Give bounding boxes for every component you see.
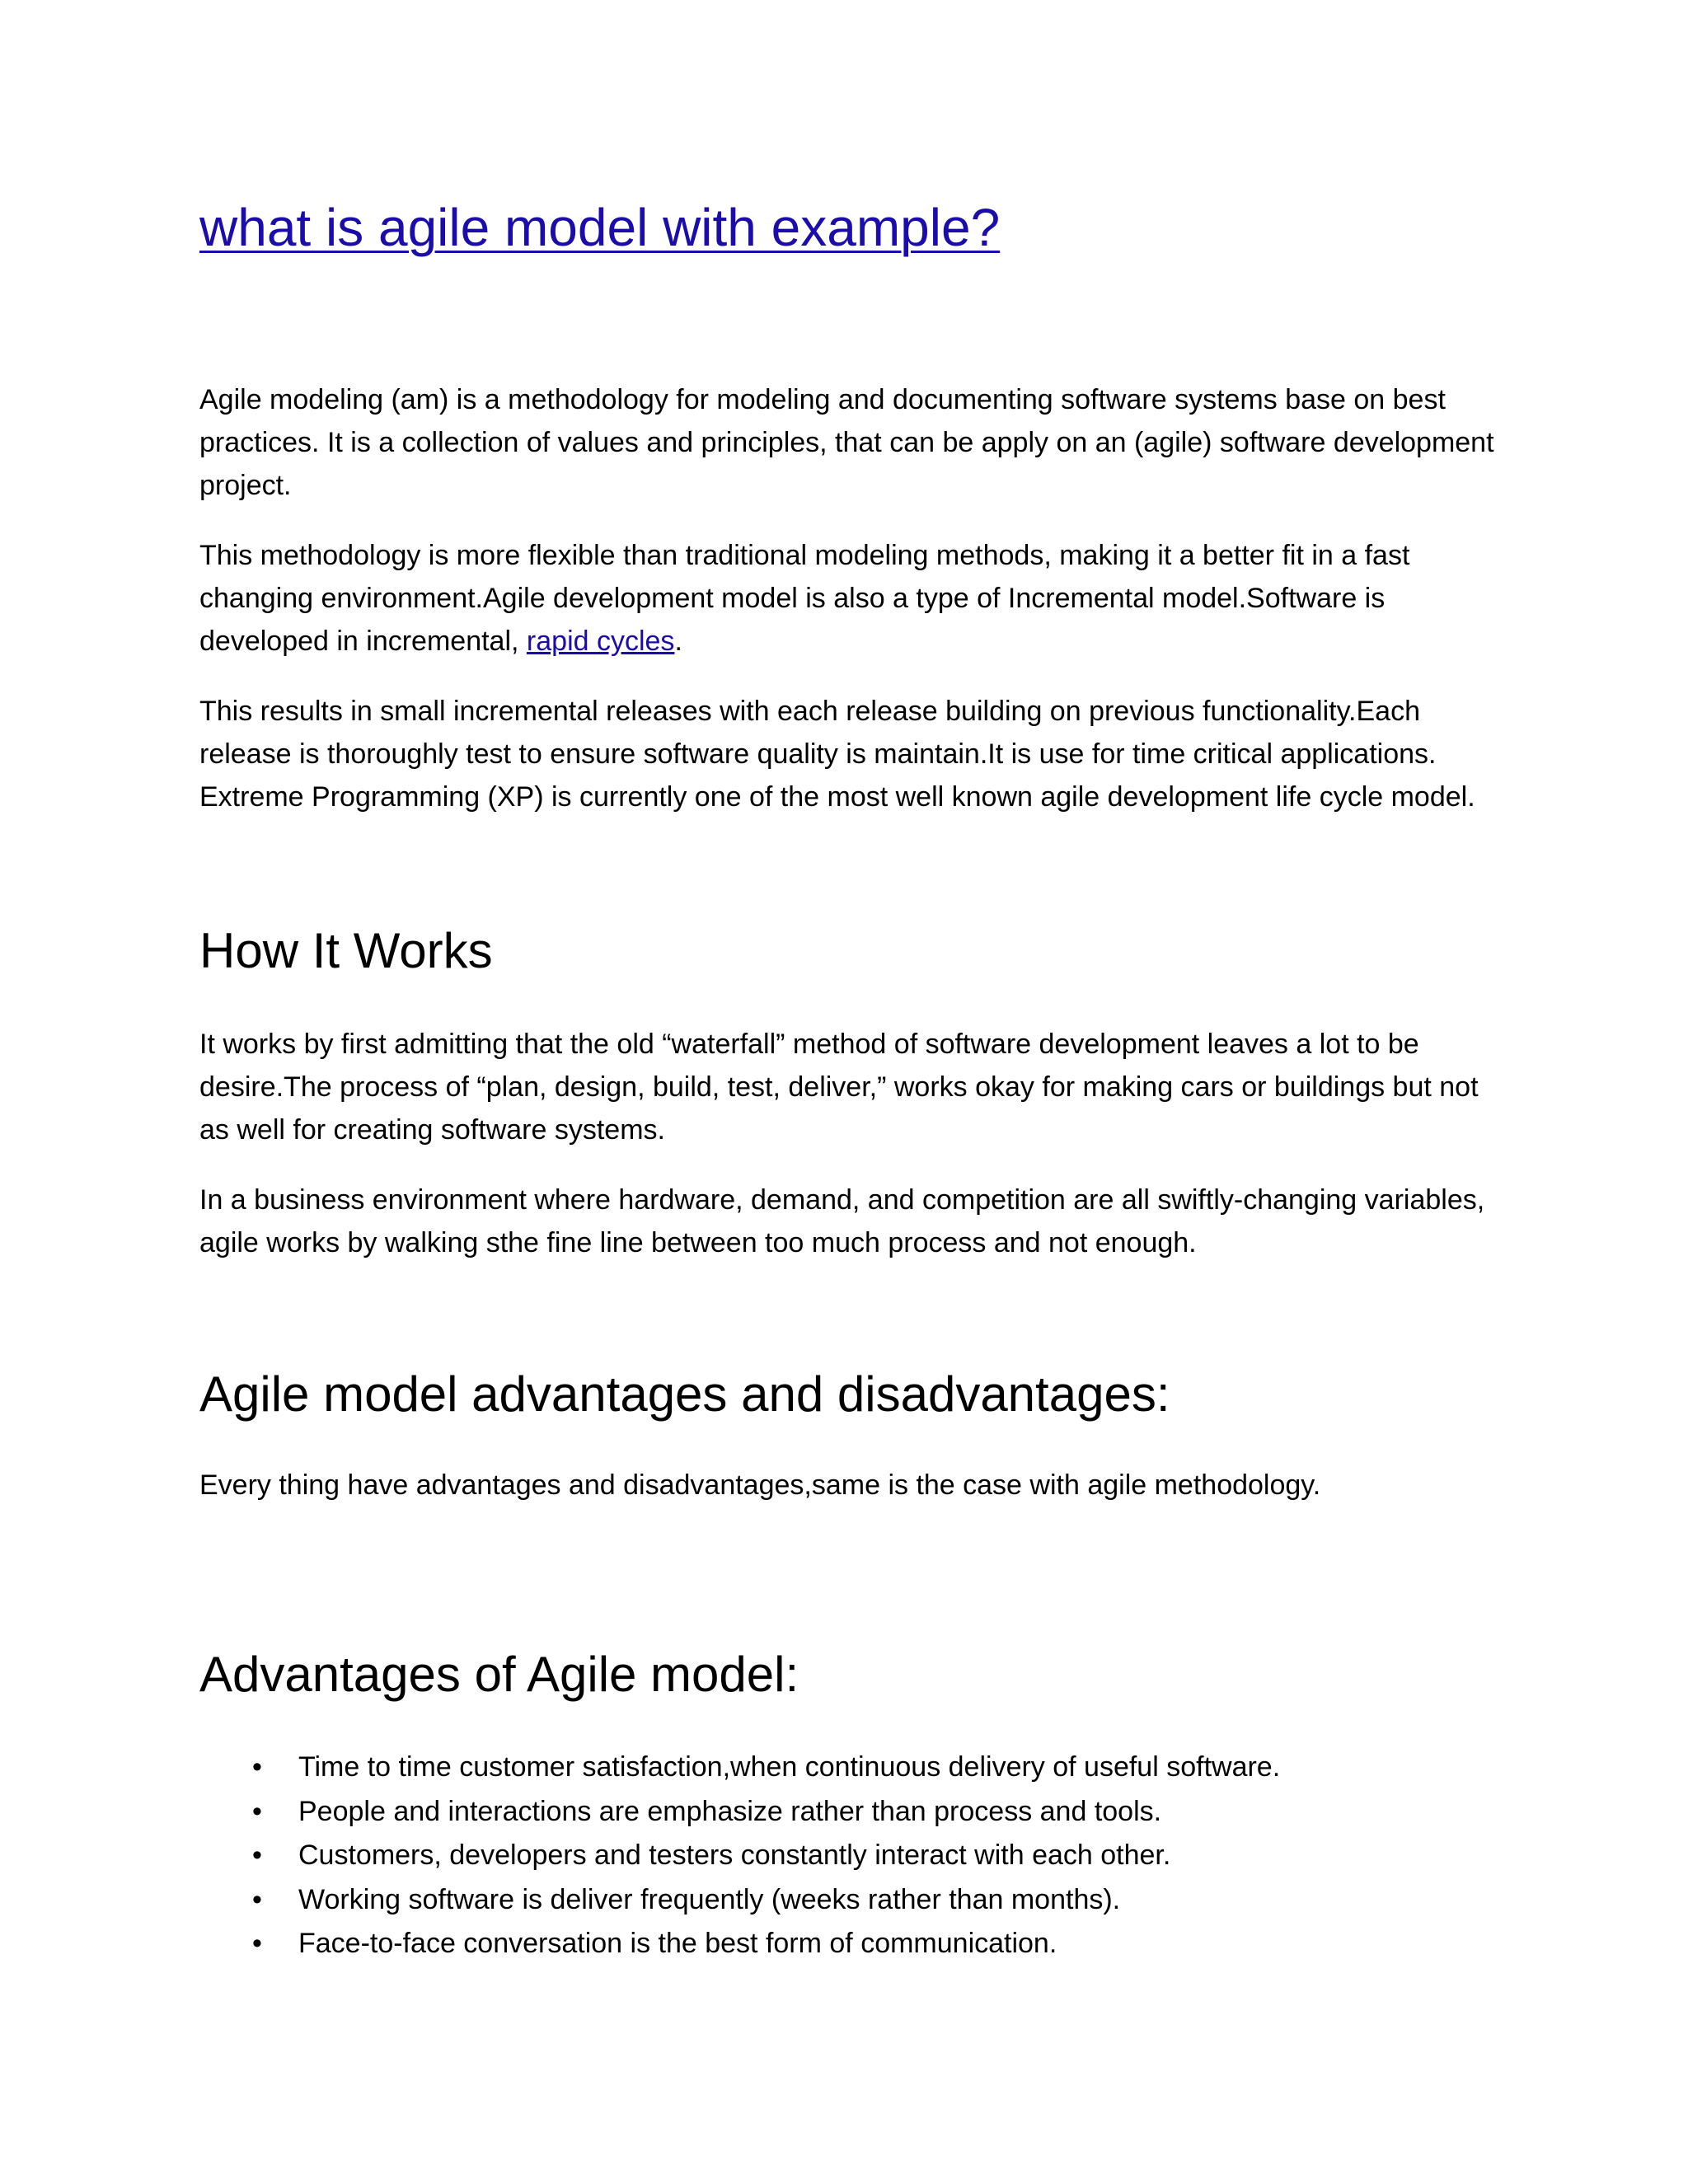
rapid-cycles-link[interactable]: rapid cycles <box>526 626 675 657</box>
list-item <box>199 1878 1502 1923</box>
advantages-list <box>199 1746 1502 1966</box>
page-title <box>199 196 1000 260</box>
intro-paragraph-2 <box>199 534 1502 663</box>
list-item <box>199 1746 1502 1790</box>
paragraph-text <box>199 534 1502 663</box>
list-item-text: Time to time customer satisfaction,when continuous delivery of useful software. <box>298 1751 1281 1783</box>
list-item-text: Face-to-face conversation is the best form of communication. <box>298 1928 1057 1959</box>
paragraph-text: This results in small incremental releases with each release building on previous functionality.Each release is thoroughly test to ensure software quality is maintain.It is use for time critical applications. Extreme Programming (XP) is currently one of the most well known agile development life cycle model. <box>199 696 1475 813</box>
title-link[interactable]: what is agile model with example? <box>199 198 1001 257</box>
list-item-text: Working software is deliver frequently (weeks rather than months). <box>298 1883 1121 1915</box>
how-it-works-paragraph-1 <box>199 1023 1502 1151</box>
advantages-list-container <box>199 1746 1502 1966</box>
list-item <box>199 1922 1502 1966</box>
bullet-icon: • <box>252 1795 262 1827</box>
paragraph-text-suffix: . <box>674 626 682 657</box>
paragraph-text: In a business environment where hardware, demand, and competition are all swiftly-changing variables, agile works by walking sthe fine line between too much process and not enough. <box>199 1184 1485 1258</box>
intro-paragraph-3 <box>199 690 1502 818</box>
paragraph-text: Every thing have advantages and disadvantages,same is the case with agile methodology. <box>199 1469 1321 1501</box>
bullet-icon: • <box>252 1840 262 1871</box>
paragraph-text: It works by first admitting that the old “waterfall” method of software development leaves a lot to be desire.The process of “plan, design, build, test, deliver,” works okay for making cars or buildings but not as well for creating software systems. <box>199 1029 1479 1146</box>
bullet-icon: • <box>252 1928 262 1959</box>
list-item <box>199 1834 1502 1878</box>
how-it-works-paragraph-2 <box>199 1179 1502 1264</box>
bullet-icon: • <box>252 1883 262 1915</box>
advantages-heading: Advantages of Agile model: <box>199 1647 799 1702</box>
bullet-icon: • <box>252 1751 262 1783</box>
adv-disadv-paragraph <box>199 1464 1502 1507</box>
list-item-text: Customers, developers and testers constantly interact with each other. <box>298 1840 1171 1871</box>
list-item <box>199 1790 1502 1835</box>
list-item-text: People and interactions are emphasize rather than process and tools. <box>298 1795 1162 1827</box>
paragraph-text-part: This methodology is more flexible than traditional modeling methods, making it a better fit in a fast changing environment.Agile development model is also a type of Incremental model.Software is developed in incremental, <box>199 540 1410 657</box>
paragraph-text: Agile modeling (am) is a methodology for modeling and documenting software systems base on best practices. It is a collection of values and principles, that can be apply on an (agile) software development project. <box>199 384 1494 501</box>
intro-paragraph-1 <box>199 378 1502 507</box>
how-it-works-heading: How It Works <box>199 923 493 978</box>
adv-disadv-heading: Agile model advantages and disadvantages: <box>199 1366 1170 1422</box>
